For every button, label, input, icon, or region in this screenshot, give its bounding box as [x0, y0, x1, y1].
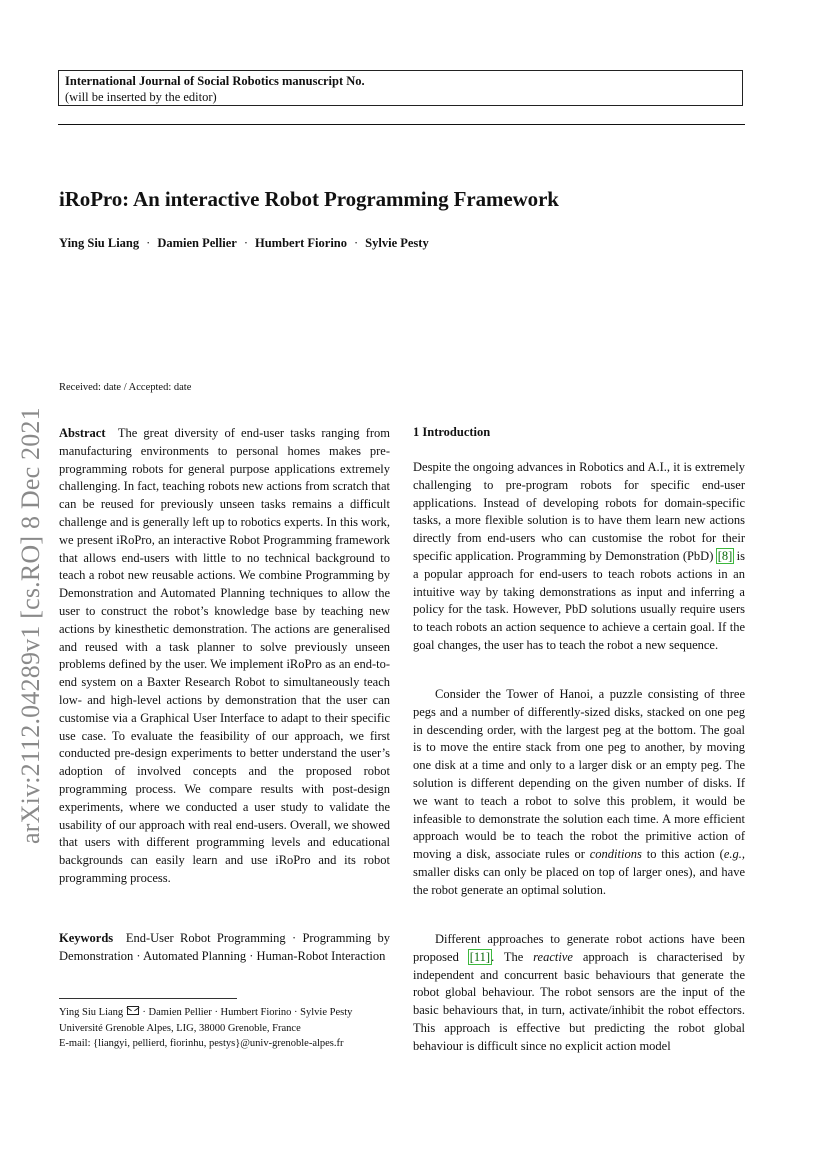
text-run: Despite the ongoing advances in Robotics and A.I., it is extremely challenging to pre-program robots for specific end-user applications. Instead of developing robots for domain-specific tasks, a more flexible solution is to have them learn new actions directly from end-users who can customise the robot for their specific application. Programming by Demonstration (PbD)	[413, 460, 745, 563]
text-run: approach is characterised by independent and concurrent basic behaviours that generate the robot global behaviour. The robot sensors are the input of the basic behaviours that, in turn, activate/inhibit the robot effectors. This approach is effective but predicting the robot global behaviour is difficult since no explicit action model	[413, 949, 746, 1053]
emphasis-text: reactive	[533, 949, 573, 964]
envelope-icon	[127, 1006, 139, 1015]
author-separator: ·	[146, 236, 151, 250]
keywords-label: Keywords	[59, 931, 114, 945]
intro-paragraph-1	[413, 459, 745, 655]
arxiv-stamp: arXiv:2112.04289v1 [cs.RO] 8 Dec 2021	[16, 407, 45, 844]
citation-link[interactable]: [8]	[717, 548, 733, 563]
text-run: . The	[491, 949, 524, 964]
text-run: Consider the Tower of Hanoi, a puzzle consisting of three pegs and a number of differently-sized disks, stacked on one peg in descending order, with the largest peg at the bottom. The goal is to move the entire stack from one peg to another, by moving one disk at a time and only to a larger disk or an empty peg. The solution is different depending on the given number of disks. If we want to teach a robot to solve this problem, it would be infeasible to demonstrate the solution each time. A more efficient approach would be to teach the robot the primitive action of moving a disk, associate rules or	[413, 687, 745, 862]
emphasis-text: e.g.,	[723, 847, 745, 862]
text-run: is a popular approach for end-users to teach robots actions in an intuitive way by taking demonstrations as input and inferring a policy for the task. However, PbD solutions usually require users to teach robots an action sequence to achieve a certain goal. If the goal changes, the user has to teach the robot a new sequence.	[413, 548, 746, 652]
footnote-coauthors: · Damien Pellier · Humbert Fiorino · Sylvie Pesty	[142, 1007, 353, 1018]
abstract-text: The great diversity of end-user tasks ranging from manufacturing environments to personal homes makes pre-programming robots for general purpose applications extremely challenging. In fact, teaching robots new actions from scratch that can be reused for previously unseen tasks remains a difficult challenge and is generally left up to robotics experts. In this work, we present iRoPro, an interactive Robot Programming framework that allows end-users with little to no technical background to teach a robot new reusable actions. We combine Programming by Demonstration and Automated Planning techniques to allow the user to construct the robot’s knowledge base by teaching new actions by kinesthetic demonstration. The actions are generalised and reused with a task planner to solve previously unseen problems defined by the user. We implement iRoPro as an end-to-end system on a Baxter Research Robot to simultaneously teach low- and high-level actions by demonstration that the user can customise via a Graphical User Interface to adapt to their specific use case. To evaluate the feasibility of our approach, we first conducted pre-design experiments to better understand the user’s adoption of involved concepts and the proposed robot programming process. We compare results with post-design experiments, where we conducted a user study to validate the usability of our approach with real end-users. Overall, we showed that users with different programming levels and educational backgrounds can easily learn and use iRoPro and its robot programming process.	[59, 426, 390, 885]
author-list	[59, 236, 429, 251]
author-name: Ying Siu Liang	[59, 236, 140, 250]
keywords-text: End-User Robot Programming · Programming by Demonstration · Automated Planning · Human-Robot Interaction	[59, 931, 390, 963]
journal-name: International Journal of Social Robotics manuscript No.	[65, 74, 365, 88]
author-separator: ·	[354, 236, 359, 250]
editor-note: (will be inserted by the editor)	[65, 90, 217, 104]
paper-title: iRoPro: An interactive Robot Programming Framework	[59, 187, 559, 211]
intro-paragraph-2	[413, 686, 745, 900]
keywords	[59, 930, 390, 966]
emphasis-text: conditions	[589, 847, 642, 862]
author-footnote	[59, 1005, 394, 1052]
author-name: Damien Pellier	[157, 236, 237, 250]
footnote-rule	[59, 998, 237, 999]
author-name: Sylvie Pesty	[365, 236, 429, 250]
footnote-email: E-mail: {liangyi, pellierd, fiorinhu, pestys}@univ-grenoble-alpes.fr	[59, 1038, 344, 1049]
intro-paragraph-3	[413, 931, 745, 1056]
footnote-corresponding-author: Ying Siu Liang	[59, 1007, 124, 1018]
citation-link[interactable]: [11]	[469, 949, 491, 964]
abstract	[59, 425, 390, 888]
header-rule	[58, 124, 745, 125]
journal-header-box	[58, 70, 743, 106]
text-run: to this action (	[646, 847, 724, 862]
section-heading: 1 Introduction	[413, 425, 491, 439]
author-name: Humbert Fiorino	[254, 236, 347, 250]
received-dates: Received: date / Accepted: date	[59, 382, 192, 393]
text-run: Different approaches to generate robot actions have been proposed	[413, 932, 745, 964]
footnote-affiliation: Université Grenoble Alpes, LIG, 38000 Grenoble, France	[59, 1022, 301, 1034]
abstract-label: Abstract	[59, 426, 106, 440]
text-run: smaller disks can only be placed on top of larger ones), and have the robot generate an optimal solution.	[413, 864, 745, 897]
author-separator: ·	[243, 236, 248, 250]
